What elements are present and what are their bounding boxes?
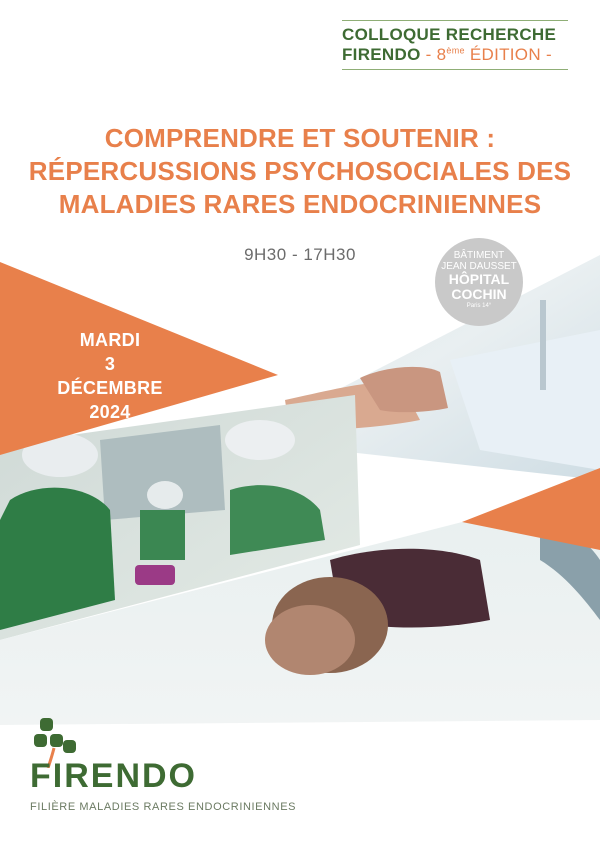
edition-number: 8 [436,45,447,64]
event-header [342,20,568,70]
edition-label: ÉDITION [469,45,541,64]
logo-subtitle: FILIÈRE MALADIES RARES ENDOCRINIENNES [30,801,297,813]
event-hours: 9H30 - 17H30 [244,245,356,264]
event-date [50,328,170,424]
page-title [0,122,600,221]
location-line-2: JEAN DAUSSET [441,261,517,272]
date-day: MARDI [79,330,141,350]
title-line-2: RÉPERCUSSIONS PSYCHOSOCIALES DES [28,156,572,186]
header-top-rule [342,20,568,21]
event-edition [342,45,568,65]
edition-superscript: ème [446,45,465,56]
date-full: 3 DÉCEMBRE [57,354,163,398]
title-line-3: MALADIES RARES ENDOCRINIENNES [58,189,542,219]
dash-right: - [545,45,552,64]
header-bottom-rule [342,69,568,70]
date-year: 2024 [89,402,131,422]
title-line-1: COMPRENDRE ET SOUTENIR : [104,123,496,153]
org-name: FIRENDO [342,45,421,64]
event-type: COLLOQUE RECHERCHE [342,25,557,44]
dash-left: - [425,45,432,64]
logo-wordmark: FIRENDO [30,757,197,795]
location-line-1: BÂTIMENT [453,250,505,261]
location-line-4: COCHIN [451,286,507,302]
location-badge [435,238,523,326]
location-line-5: Paris 14° [466,303,492,309]
location-line-3: HÔPITAL [448,271,510,287]
